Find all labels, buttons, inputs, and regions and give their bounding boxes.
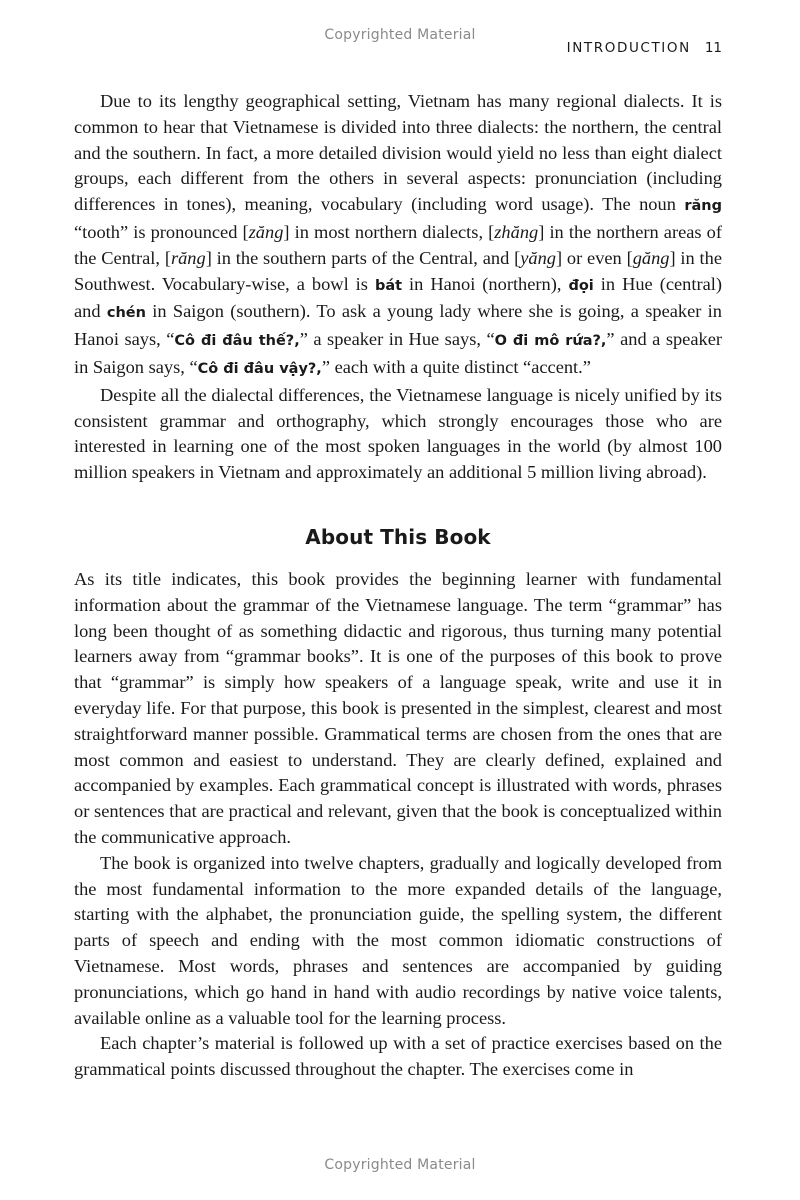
phrase-saigon: Cô đi đâu vậy?,: [197, 360, 322, 377]
paragraph-exercises: Each chapter’s material is followed up with a set of practice exercises based on the grammatical points discussed throughout the chapter. The exercises come in: [74, 1033, 722, 1080]
watermark-top: Copyrighted Material: [324, 27, 476, 43]
section-heading: About This Book: [305, 524, 491, 549]
running-header: [567, 40, 722, 56]
paragraph-unified: Despite all the dialectal differences, the Vietnamese language is nicely unified by its consistent grammar and orthography, which strongly encourages those who are interested in learning one of the most spoken languages in the world (by almost 100 million speakers in Vietnam and approximately an additional 5 million living abroad).: [74, 384, 722, 483]
term-bat: bát: [374, 277, 403, 294]
term-chen: chén: [106, 305, 146, 322]
pron-yang: yăng: [520, 247, 556, 268]
paragraph-purpose: As its title indicates, this book provides the beginning learner with fundamental information about the grammar of the Vietnamese language. The term “grammar” has long been thought of as something didactic and rigorous, thus turning many potential learners away from “grammar books”. It is one of the purposes of this book to prove that “grammar” is simply how speakers of a language speak, write and use it in everyday life. For that purpose, this book is presented in the simplest, clearest and most straightforward manner possible. Grammatical terms are chosen from the ones that are most common and easiest to understand. They are clearly defined, explained and accompanied by examples. Each grammatical concept is illustrated with words, phrases or sentences that are practical and relevant, given that the book is conceptualized within the communicative approach.: [74, 568, 722, 847]
paragraph-dialects: Due to its lengthy geographical setting, Vietnam has many regional dialects. It is common to hear that Vietnamese is divided into three dialects: the northern, the central and the southern. In fact, a more detailed division would yield no less than eight dialect groups, each different from the others in several aspects: pronunciation (including differences in tones), meaning, vocabulary (including word usage). The noun răng “tooth” is pronounced [zăng] in most northern dialects, [zhăng] in the northern areas of the Central, [răng] in the southern parts of the Central, and [yăng] or even [găng] in the Southwest. Vocabulary-wise, a bowl is bát in Hanoi (northern), đọi in Hue (central) and chén in Saigon (southern). To ask a young lady where she is going, a speaker in Hanoi says, “Cô đi đâu thế?,” a speaker in Hue says, “O đi mô rứa?,” and a speaker in Saigon says, “Cô đi đâu vậy?,” each with a quite distinct “accent.”: [74, 91, 723, 377]
pron-zang: zăng: [248, 221, 284, 242]
watermark-bottom: Copyrighted Material: [324, 1157, 476, 1173]
phrase-hue: O đi mô rứa?,: [494, 333, 607, 350]
phrase-hanoi: Cô đi đâu thế?,: [174, 333, 300, 350]
pron-rang: răng: [170, 247, 206, 268]
paragraph-organization: The book is organized into twelve chapters, gradually and logically developed from the most fundamental information to the more expanded details of the language, starting with the alphabet, the pronunciation guide, the spelling system, the different parts of speech and ending with the most common idiomatic constructions of Vietnamese. Most words, phrases and sentences are accompanied by guiding pronunciations, which go hand in hand with audio recordings by native voice talents, available online as a valuable tool for the learning process.: [74, 852, 722, 1028]
chapter-title: INTRODUCTION: [566, 40, 691, 56]
pron-zhang: zhăng: [494, 221, 539, 242]
page-number: 11: [704, 40, 722, 56]
term-doi: đọi: [568, 277, 594, 294]
pron-gang: găng: [632, 247, 670, 268]
page-body: [74, 89, 722, 1083]
term-rang: răng: [684, 198, 722, 215]
